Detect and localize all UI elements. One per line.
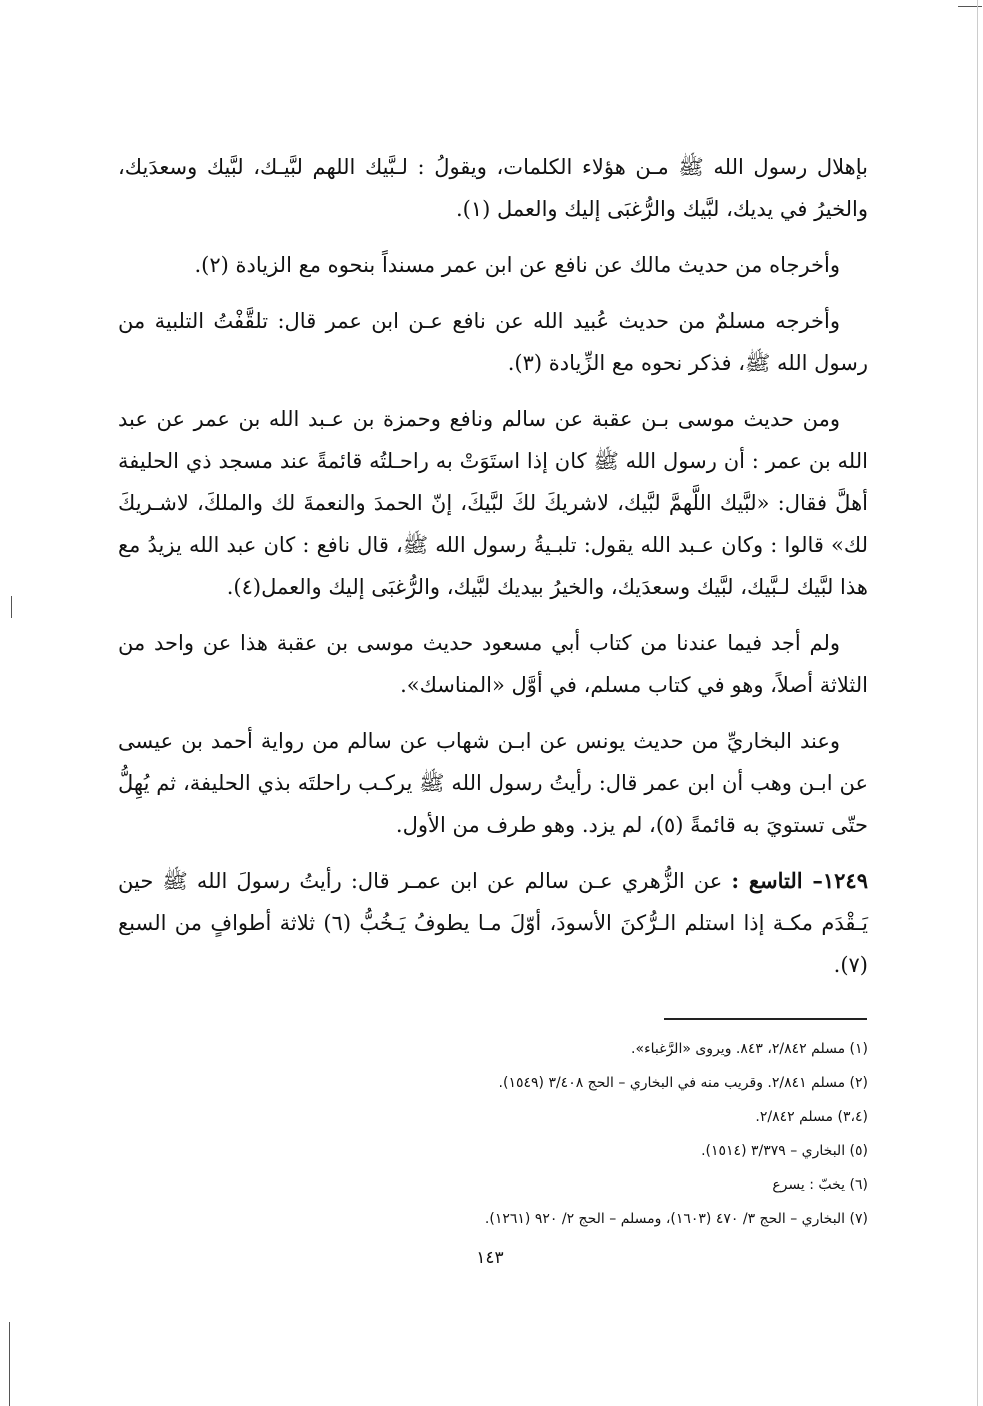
- footnote: (٥) البخاري – ٣/٣٧٩ (١٥١٤).: [701, 1143, 868, 1159]
- paragraph: وأخرجه مسلمٌ من حديث عُبيد الله عن نافع عـن ابن عمر قال: تلقَّفْتُ التلبية من رسول الله ﷺ، فذكر نحوه مع الزِّيادة (٣).: [118, 309, 868, 375]
- scan-edge-mark: [9, 1322, 10, 1406]
- hadith-text: عن الزُّهري عـن سالم عن ابن عمـر قال: رأيتُ رسولَ الله ﷺ حين يَـقْدَم مكـة إذا استلم الـرُّكنَ الأسودَ، أوّلَ مـا يطوفُ يَـخُبُّ (٦) ثلاثة أطوافٍ من السبع (٧).: [118, 869, 868, 977]
- footnote: (٧) البخاري – الحج ٣/ ٤٧٠ (١٦٠٣)، ومسلم – الحج ٢/ ٩٢٠ (١٢٦١).: [484, 1211, 868, 1227]
- footnote: (٦) يخبّ : يسرع: [772, 1177, 868, 1193]
- paragraph: بإهلال رسول الله ﷺ مـن هؤلاء الكلمات، ويقولُ : لـبَّيك اللهم لبَّيـك، لبَّيك وسعدَيك، والخيرُ في يديك، لبَّيك والرُّغبَى إليك والعمل (١).: [118, 155, 868, 221]
- footnote: (٢) مسلم ٢/٨٤١. وقريب منه في البخاري – الحج ٣/٤٠٨ (١٥٤٩).: [498, 1075, 868, 1091]
- hadith-number: ١٢٤٩– التاسع :: [731, 868, 868, 893]
- footnotes: [200, 1032, 868, 1236]
- paragraph: وعند البخاريِّ من حديث يونس عن ابـن شهاب عن سالم من رواية أحمد بن عيسى عن ابـن وهب أن ابن عمر قال: رأيتُ رسول الله ﷺ يركـب راحلتَه بذي الحليفة، ثم يُهِلُّ حتّى تستويَ به قائمةً (٥)، لم يزد. وهو طرف من الأول.: [118, 729, 868, 837]
- main-text: [118, 146, 868, 1000]
- paragraph: ومن حديث موسى بـن عقبة عن سالم ونافع وحمزة بن عـبد الله بن عمر عن عبد الله بن عمر : أن رسول الله ﷺ كان إذا استَوَتْ به راحـلتُه قائمةً عند مسجد ذي الحليفة أهلَّ فقال: «لبَّيك اللَّهمَّ لبَّيك، لاشريكَ لكَ لبَّيكَ، إنّ الحمدَ والنعمةَ لك والملكَ، لاشـريكَ لك» قالوا : وكان عـبد الله يقول: تلبـيةُ رسول الله ﷺ، قال نافع : كان عبد الله يزيدُ مع هذا لبَّيك لـبَّيك، لبَّيك وسعدَيك، والخيرُ بيديك لبَّيك، والرُّغبَى إليك والعمل(٤).: [118, 407, 868, 599]
- footnote: (٣،٤) مسلم ٢/٨٤٢.: [755, 1109, 868, 1125]
- scan-edge-shadow: [977, 0, 978, 1406]
- paragraph: ولم أجد فيما عندنا من كتاب أبي مسعود حديث موسى بن عقبة هذا عن واحد من الثلاثة أصلاً، وهو في كتاب مسلم، في أوَّل «المناسك».: [118, 631, 868, 697]
- footnote-separator: [664, 1018, 867, 1020]
- page-number: ١٤٣: [476, 1248, 504, 1268]
- scan-edge-mark: [11, 596, 12, 618]
- hadith-entry: [118, 860, 868, 986]
- footnote: (١) مسلم ٢/٨٤٢، ٨٤٣. ويروى «الرَّغباء».: [631, 1041, 868, 1057]
- paragraph: وأخرجاه من حديث مالك عن نافع عن ابن عمر مسنداً بنحوه مع الزيادة (٢).: [194, 253, 840, 277]
- scan-edge-mark: [958, 6, 982, 7]
